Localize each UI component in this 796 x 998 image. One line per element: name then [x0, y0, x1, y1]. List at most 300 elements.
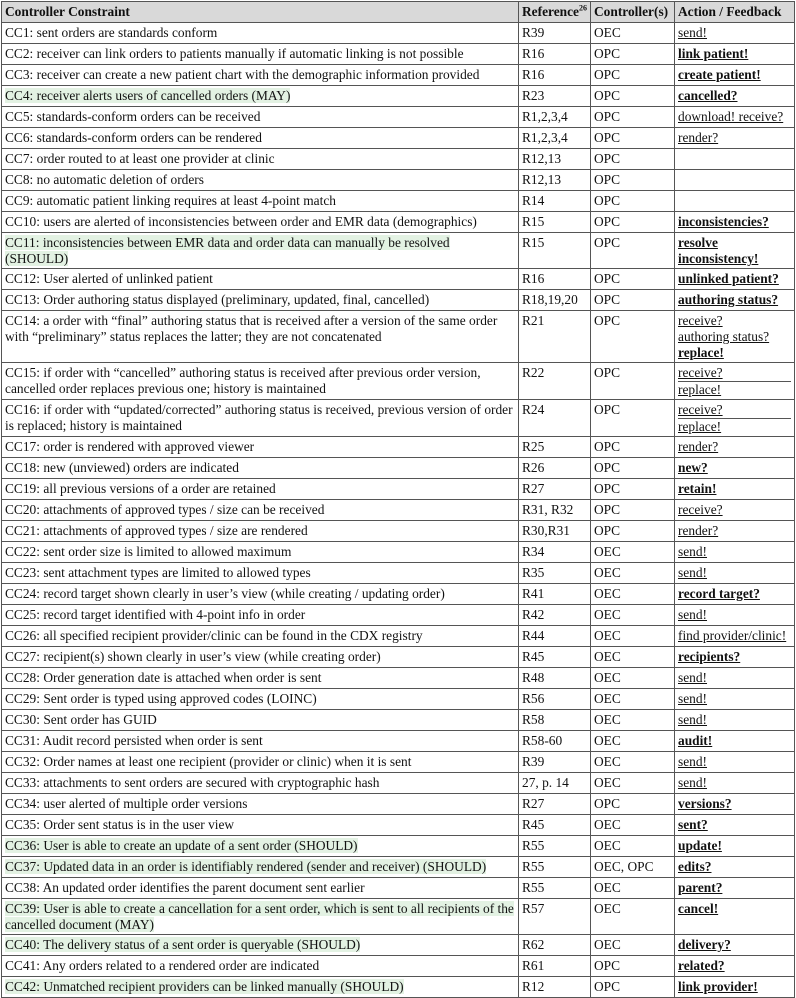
table-row: [2, 521, 795, 542]
reference-cell: R58-60: [519, 731, 591, 752]
constraint-text: CC5: standards-conform orders can be received: [5, 109, 261, 124]
action-feedback-item: [678, 958, 791, 974]
controller-cell: OPC: [591, 311, 675, 363]
action-feedback-cell: [675, 170, 795, 191]
constraint-cell: [2, 86, 519, 107]
reference-cell: R27: [519, 794, 591, 815]
controller-cell: OEC: [591, 605, 675, 626]
constraint-cell: [2, 542, 519, 563]
action-feedback-text: link patient!: [678, 46, 749, 61]
action-feedback-cell: [675, 542, 795, 563]
table-row: [2, 149, 795, 170]
controller-cell: OEC: [591, 731, 675, 752]
action-feedback-text: receive?: [678, 402, 723, 417]
action-feedback-text: send!: [678, 670, 708, 685]
controller-cell: OPC: [591, 956, 675, 977]
constraint-cell: [2, 731, 519, 752]
table-row: [2, 794, 795, 815]
action-feedback-text: delivery?: [678, 937, 731, 952]
controller-cell: OPC: [591, 212, 675, 233]
action-feedback-text: inconsistencies?: [678, 214, 769, 229]
action-feedback-cell: [675, 233, 795, 269]
action-feedback-cell: [675, 500, 795, 521]
table-row: [2, 65, 795, 86]
constraint-cell: [2, 956, 519, 977]
constraint-text: CC2: receiver can link orders to patients manually if automatic linking is not possible: [5, 46, 464, 61]
table-row: [2, 857, 795, 878]
controller-cell: OPC: [591, 191, 675, 212]
controller-cell: OPC: [591, 170, 675, 191]
reference-cell: R62: [519, 935, 591, 956]
table-row: [2, 479, 795, 500]
controller-cell: OEC: [591, 752, 675, 773]
controller-cell: OPC: [591, 44, 675, 65]
controller-cell: OEC: [591, 935, 675, 956]
action-feedback-text: audit!: [678, 733, 713, 748]
action-feedback-item: [678, 292, 791, 308]
action-feedback-cell: [675, 857, 795, 878]
constraint-cell: [2, 400, 519, 437]
action-feedback-text: receive?: [678, 502, 723, 517]
constraint-cell: [2, 977, 519, 998]
constraint-cell: [2, 363, 519, 400]
reference-cell: R16: [519, 44, 591, 65]
reference-cell: R12: [519, 977, 591, 998]
constraint-text: CC24: record target shown clearly in user’s view (while creating / updating order): [5, 586, 445, 601]
action-feedback-cell: [675, 269, 795, 290]
action-feedback-item: [678, 235, 791, 267]
constraint-cell: [2, 290, 519, 311]
header-controllers: Controller(s): [591, 2, 675, 23]
action-feedback-item: [678, 586, 791, 602]
controller-cell: OEC: [591, 668, 675, 689]
action-feedback-item: [678, 712, 791, 728]
constraint-text: CC13: Order authoring status displayed (preliminary, updated, final, cancelled): [5, 292, 430, 307]
action-feedback-item: [678, 419, 791, 435]
reference-cell: R48: [519, 668, 591, 689]
table-row: [2, 710, 795, 731]
table-row: [2, 44, 795, 65]
action-feedback-text: send!: [678, 607, 708, 622]
constraint-text: CC27: recipient(s) shown clearly in user’s view (while creating order): [5, 649, 381, 664]
controller-cell: OPC: [591, 269, 675, 290]
reference-cell: R58: [519, 710, 591, 731]
action-feedback-item: [678, 25, 791, 41]
action-feedback-item: [678, 46, 791, 62]
controller-cell: OEC, OPC: [591, 857, 675, 878]
table-row: [2, 23, 795, 44]
table-row: [2, 269, 795, 290]
constraint-cell: [2, 605, 519, 626]
action-feedback-item: [678, 565, 791, 581]
action-feedback-cell: [675, 65, 795, 86]
constraint-cell: [2, 836, 519, 857]
constraint-text: CC33: attachments to sent orders are secured with cryptographic hash: [5, 775, 380, 790]
table-row: [2, 956, 795, 977]
action-feedback-text: replace!: [678, 345, 724, 360]
action-feedback-cell: [675, 710, 795, 731]
action-feedback-cell: [675, 626, 795, 647]
action-feedback-item: [678, 365, 791, 382]
constraint-cell: [2, 233, 519, 269]
constraint-text: CC4: receiver alerts users of cancelled orders (MAY): [5, 88, 291, 103]
action-feedback-item: [678, 130, 791, 146]
action-feedback-text: unlinked patient?: [678, 271, 779, 286]
reference-cell: R45: [519, 815, 591, 836]
controller-cell: OPC: [591, 458, 675, 479]
header-constraint: Controller Constraint: [2, 2, 519, 23]
table-row: [2, 773, 795, 794]
action-feedback-text: send!: [678, 565, 708, 580]
reference-cell: R12,13: [519, 149, 591, 170]
table-row: [2, 647, 795, 668]
table-row: [2, 107, 795, 128]
action-feedback-text: retain!: [678, 481, 717, 496]
constraint-cell: [2, 521, 519, 542]
action-feedback-text: sent?: [678, 817, 708, 832]
constraint-cell: [2, 128, 519, 149]
table-row: [2, 836, 795, 857]
action-feedback-item: [678, 439, 791, 455]
action-feedback-item: [678, 345, 791, 361]
reference-cell: R44: [519, 626, 591, 647]
table-row: [2, 626, 795, 647]
action-feedback-text: send!: [678, 691, 708, 706]
constraint-text: CC19: all previous versions of a order are retained: [5, 481, 276, 496]
constraint-cell: [2, 65, 519, 86]
constraint-text: CC15: if order with “cancelled” authoring status is received after previous order version, cancelled order replaces previous one; history is maintained: [5, 365, 481, 396]
action-feedback-cell: [675, 977, 795, 998]
constraint-text: CC11: inconsistencies between EMR data and order data can manually be resolved (SHOULD): [5, 235, 450, 266]
action-feedback-cell: [675, 878, 795, 899]
action-feedback-cell: [675, 752, 795, 773]
action-feedback-item: [678, 67, 791, 83]
action-feedback-text: new?: [678, 460, 708, 475]
table-row: [2, 191, 795, 212]
action-feedback-text: receive?: [678, 365, 723, 380]
action-feedback-cell: [675, 956, 795, 977]
action-feedback-item: [678, 796, 791, 812]
controller-cell: OPC: [591, 400, 675, 437]
controller-cell: OPC: [591, 363, 675, 400]
constraint-text: CC23: sent attachment types are limited to allowed types: [5, 565, 311, 580]
action-feedback-text: record target?: [678, 586, 760, 601]
table-row: [2, 86, 795, 107]
action-feedback-cell: [675, 311, 795, 363]
header-reference: [519, 2, 591, 23]
constraint-cell: [2, 794, 519, 815]
action-feedback-cell: [675, 479, 795, 500]
reference-cell: 27, p. 14: [519, 773, 591, 794]
controller-cell: OEC: [591, 626, 675, 647]
table-row: [2, 170, 795, 191]
constraint-text: CC20: attachments of approved types / size can be received: [5, 502, 325, 517]
action-feedback-text: render?: [678, 130, 719, 145]
controller-cell: OPC: [591, 65, 675, 86]
constraint-text: CC8: no automatic deletion of orders: [5, 172, 204, 187]
reference-cell: R25: [519, 437, 591, 458]
reference-cell: R22: [519, 363, 591, 400]
reference-cell: R56: [519, 689, 591, 710]
action-feedback-text: authoring status?: [678, 329, 770, 344]
action-feedback-text: parent?: [678, 880, 723, 895]
header-action-feedback: Action / Feedback: [675, 2, 795, 23]
constraint-cell: [2, 878, 519, 899]
controller-cell: OEC: [591, 899, 675, 935]
reference-cell: R27: [519, 479, 591, 500]
reference-cell: R26: [519, 458, 591, 479]
header-reference-footnote: 26: [579, 3, 587, 13]
action-feedback-cell: [675, 689, 795, 710]
action-feedback-item: [678, 109, 791, 125]
constraint-text: CC6: standards-conform orders can be rendered: [5, 130, 262, 145]
action-feedback-text: related?: [678, 958, 725, 973]
table-row: [2, 563, 795, 584]
action-feedback-cell: [675, 290, 795, 311]
controller-cell: OEC: [591, 584, 675, 605]
table-row: [2, 752, 795, 773]
action-feedback-item: [678, 329, 791, 345]
constraint-cell: [2, 44, 519, 65]
action-feedback-item: [678, 523, 791, 539]
constraint-text: CC3: receiver can create a new patient chart with the demographic information provided: [5, 67, 480, 82]
table-row: [2, 233, 795, 269]
controller-cell: OEC: [591, 815, 675, 836]
constraint-text: CC26: all specified recipient provider/clinic can be found in the CDX registry: [5, 628, 423, 643]
constraint-text: CC31: Audit record persisted when order is sent: [5, 733, 263, 748]
action-feedback-cell: [675, 212, 795, 233]
action-feedback-cell: [675, 23, 795, 44]
table-row: [2, 212, 795, 233]
action-feedback-text: send!: [678, 775, 708, 790]
controller-cell: OPC: [591, 290, 675, 311]
table-header-row: [2, 2, 795, 23]
reference-cell: R61: [519, 956, 591, 977]
table-row: [2, 542, 795, 563]
action-feedback-cell: [675, 815, 795, 836]
constraint-cell: [2, 458, 519, 479]
controller-cell: OEC: [591, 878, 675, 899]
reference-cell: R39: [519, 23, 591, 44]
action-feedback-text: send!: [678, 25, 708, 40]
action-feedback-cell: [675, 605, 795, 626]
constraint-text: CC32: Order names at least one recipient (provider or clinic) when it is sent: [5, 754, 412, 769]
constraint-cell: [2, 23, 519, 44]
table-row: [2, 977, 795, 998]
table-row: [2, 935, 795, 956]
reference-cell: R12,13: [519, 170, 591, 191]
reference-cell: R21: [519, 311, 591, 363]
action-feedback-item: [678, 817, 791, 833]
action-feedback-item: [678, 402, 791, 419]
constraint-text: CC29: Sent order is typed using approved codes (LOINC): [5, 691, 317, 706]
controller-cell: OEC: [591, 836, 675, 857]
table-row: [2, 458, 795, 479]
constraint-text: CC7: order routed to at least one provider at clinic: [5, 151, 275, 166]
action-feedback-item: [678, 838, 791, 854]
constraint-text: CC16: if order with “updated/corrected” authoring status is received, previous version of order is replaced; history is maintained: [5, 402, 513, 433]
constraint-text: CC36: User is able to create an update of a sent order (SHOULD): [5, 838, 358, 853]
constraint-text: CC28: Order generation date is attached when order is sent: [5, 670, 322, 685]
action-feedback-text: update!: [678, 838, 722, 853]
action-feedback-item: [678, 880, 791, 896]
action-feedback-text: send!: [678, 712, 708, 727]
constraint-text: CC37: Updated data in an order is identifiably rendered (sender and receiver) (SHOULD): [5, 859, 487, 874]
constraint-cell: [2, 857, 519, 878]
action-feedback-item: [678, 691, 791, 707]
action-feedback-text: render?: [678, 523, 719, 538]
constraint-text: CC40: The delivery status of a sent order is queryable (SHOULD): [5, 937, 361, 952]
table-row: [2, 605, 795, 626]
action-feedback-item: [678, 628, 791, 644]
table-row: [2, 363, 795, 400]
reference-cell: R39: [519, 752, 591, 773]
constraint-cell: [2, 647, 519, 668]
action-feedback-text: replace!: [678, 382, 722, 397]
reference-cell: R41: [519, 584, 591, 605]
constraint-cell: [2, 752, 519, 773]
action-feedback-cell: [675, 86, 795, 107]
controller-cell: OPC: [591, 128, 675, 149]
constraint-cell: [2, 773, 519, 794]
action-feedback-item: [678, 754, 791, 770]
constraint-cell: [2, 626, 519, 647]
constraint-text: CC14: a order with “final” authoring status that is received after a version of the same order with “preliminary” status replaces the latter; they are not concatenated: [5, 313, 498, 344]
header-reference-label: Reference: [522, 4, 579, 19]
reference-cell: R23: [519, 86, 591, 107]
reference-cell: R31, R32: [519, 500, 591, 521]
constraint-cell: [2, 584, 519, 605]
action-feedback-text: resolve inconsistency!: [678, 235, 759, 266]
action-feedback-text: send!: [678, 754, 708, 769]
constraint-text: CC21: attachments of approved types / size are rendered: [5, 523, 308, 538]
reference-cell: R45: [519, 647, 591, 668]
reference-cell: R15: [519, 212, 591, 233]
constraint-text: CC41: Any orders related to a rendered order are indicated: [5, 958, 320, 973]
constraint-text: CC18: new (unviewed) orders are indicated: [5, 460, 239, 475]
table-row: [2, 731, 795, 752]
action-feedback-text: recipients?: [678, 649, 741, 664]
constraint-cell: [2, 311, 519, 363]
table-row: [2, 668, 795, 689]
constraint-cell: [2, 815, 519, 836]
constraint-text: CC38: An updated order identifies the parent document sent earlier: [5, 880, 365, 895]
action-feedback-cell: [675, 794, 795, 815]
action-feedback-item: [678, 859, 791, 875]
action-feedback-cell: [675, 191, 795, 212]
action-feedback-item: [678, 979, 791, 995]
action-feedback-item: [678, 481, 791, 497]
action-feedback-item: [678, 382, 791, 398]
controller-cell: OPC: [591, 437, 675, 458]
controller-cell: OEC: [591, 23, 675, 44]
constraint-text: CC39: User is able to create a cancellation for a sent order, which is sent to all recipients of the cancelled document (MAY): [5, 901, 514, 932]
constraint-cell: [2, 191, 519, 212]
action-feedback-cell: [675, 107, 795, 128]
action-feedback-item: [678, 775, 791, 791]
action-feedback-cell: [675, 836, 795, 857]
constraint-cell: [2, 479, 519, 500]
reference-cell: R15: [519, 233, 591, 269]
controller-cell: OEC: [591, 647, 675, 668]
controller-cell: OPC: [591, 107, 675, 128]
action-feedback-cell: [675, 521, 795, 542]
constraint-cell: [2, 710, 519, 731]
action-feedback-cell: [675, 128, 795, 149]
constraint-cell: [2, 668, 519, 689]
constraint-text: CC9: automatic patient linking requires at least 4-point match: [5, 193, 336, 208]
table-row: [2, 290, 795, 311]
action-feedback-cell: [675, 935, 795, 956]
action-feedback-text: render?: [678, 439, 719, 454]
table-row: [2, 128, 795, 149]
constraint-cell: [2, 935, 519, 956]
action-feedback-cell: [675, 584, 795, 605]
table-row: [2, 400, 795, 437]
constraint-text: CC25: record target identified with 4-point info in order: [5, 607, 306, 622]
action-feedback-item: [678, 214, 791, 230]
controller-cell: OEC: [591, 773, 675, 794]
constraint-text: CC34: user alerted of multiple order versions: [5, 796, 248, 811]
controller-cell: OPC: [591, 977, 675, 998]
action-feedback-cell: [675, 668, 795, 689]
action-feedback-item: [678, 670, 791, 686]
table-row: [2, 437, 795, 458]
action-feedback-cell: [675, 44, 795, 65]
action-feedback-item: [678, 901, 791, 917]
action-feedback-text: edits?: [678, 859, 712, 874]
reference-cell: R16: [519, 65, 591, 86]
action-feedback-cell: [675, 647, 795, 668]
constraint-cell: [2, 437, 519, 458]
action-feedback-text: link provider!: [678, 979, 758, 994]
action-feedback-item: [678, 544, 791, 560]
action-feedback-text: receive?: [678, 313, 723, 328]
constraint-text: CC42: Unmatched recipient providers can be linked manually (SHOULD): [5, 979, 404, 994]
reference-cell: R14: [519, 191, 591, 212]
action-feedback-cell: [675, 437, 795, 458]
table-row: [2, 689, 795, 710]
constraint-text: CC17: order is rendered with approved viewer: [5, 439, 255, 454]
action-feedback-cell: [675, 149, 795, 170]
reference-cell: R34: [519, 542, 591, 563]
reference-cell: R55: [519, 836, 591, 857]
reference-cell: R42: [519, 605, 591, 626]
action-feedback-cell: [675, 731, 795, 752]
action-feedback-text: find provider/clinic!: [678, 628, 787, 643]
constraint-cell: [2, 899, 519, 935]
reference-cell: R35: [519, 563, 591, 584]
controller-cell: OEC: [591, 689, 675, 710]
action-feedback-text: cancel!: [678, 901, 719, 916]
action-feedback-cell: [675, 400, 795, 437]
constraint-text: CC10: users are alerted of inconsistencies between order and EMR data (demographics): [5, 214, 477, 229]
controller-cell: OPC: [591, 149, 675, 170]
constraint-text: CC30: Sent order has GUID: [5, 712, 157, 727]
controller-cell: OEC: [591, 563, 675, 584]
reference-cell: R30,R31: [519, 521, 591, 542]
reference-cell: R18,19,20: [519, 290, 591, 311]
action-feedback-cell: [675, 773, 795, 794]
constraint-cell: [2, 212, 519, 233]
constraint-text: CC1: sent orders are standards conform: [5, 25, 218, 40]
reference-cell: R57: [519, 899, 591, 935]
constraint-cell: [2, 269, 519, 290]
reference-cell: R55: [519, 878, 591, 899]
controller-cell: OPC: [591, 479, 675, 500]
reference-cell: R1,2,3,4: [519, 107, 591, 128]
controller-cell: OPC: [591, 86, 675, 107]
